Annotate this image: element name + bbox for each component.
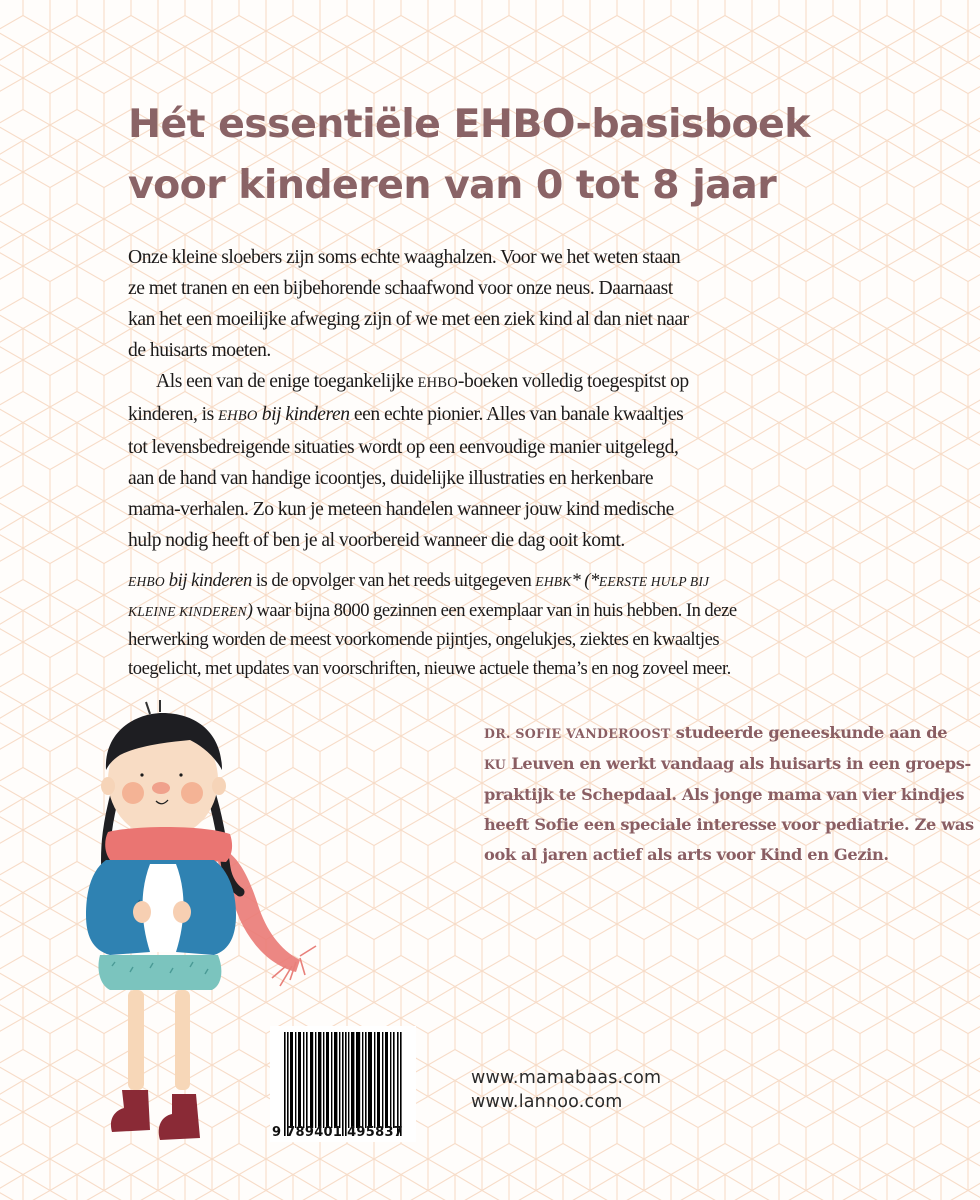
intro-p2-line: hulp nodig heeft of ben je al voorbereid wanneer die dag ooit komt. bbox=[128, 530, 625, 551]
headline-line-2: voor kinderen van 0 tot 8 jaar bbox=[128, 162, 777, 208]
text-run: Leuven en werkt vandaag als huisarts in een groeps- bbox=[506, 754, 971, 773]
publisher-websites bbox=[471, 1066, 661, 1114]
italic-run: ) bbox=[246, 599, 253, 621]
intro-p2-line: tot levensbedreigende situaties wordt op een eenvoudige manier uitgelegd, bbox=[128, 437, 679, 458]
isbn-number: 9 789401 495837 bbox=[272, 1125, 404, 1140]
intro-p2-line: mama-verhalen. Zo kun je meteen handelen wanneer jouw kind medische bbox=[128, 499, 674, 520]
intro-p1-line: ze met tranen en een bijbehorende schaafwond voor onze neus. Daarnaast bbox=[128, 278, 673, 299]
website-link-mamabaas[interactable]: www.mamabaas.com bbox=[471, 1068, 662, 1088]
small-caps-italic-run: KLEINE KINDEREN bbox=[128, 603, 247, 619]
small-caps-run: EHBO bbox=[417, 375, 458, 391]
intro-text bbox=[128, 242, 848, 556]
website-link-lannoo[interactable]: www.lannoo.com bbox=[471, 1092, 623, 1112]
small-caps-italic-run: EHBK bbox=[535, 574, 572, 589]
author-bio bbox=[484, 718, 974, 870]
text-run: waar bijna 8000 gezinnen een exemplaar van in huis hebben. In deze bbox=[252, 599, 737, 621]
headline bbox=[128, 94, 848, 216]
predecessor-line: toegelicht, met updates van voorschriften, nieuwe actuele thema’s en nog zoveel meer. bbox=[128, 657, 731, 679]
text-run: is de opvolger van het reeds uitgegeven bbox=[251, 570, 536, 591]
author-bio-line bbox=[484, 718, 948, 749]
small-caps-italic-run: EERSTE HULP BIJ bbox=[598, 574, 710, 589]
text-run: studeerde geneeskunde aan de bbox=[670, 723, 948, 742]
intro-p2-line bbox=[128, 366, 848, 399]
italic-run: * (* bbox=[571, 570, 599, 591]
book-title-italic: bij kinderen bbox=[257, 404, 350, 425]
intro-p1-line: kan het een moeilijke afweging zijn of we met een ziek kind al dan niet naar bbox=[128, 309, 689, 330]
intro-p2-line: aan de hand van handige icoontjes, duidelijke illustraties en herkenbare bbox=[128, 468, 654, 489]
author-bio-line: heeft Sofie een speciale interesse voor pediatrie. Ze was bbox=[484, 815, 974, 834]
headline-line-1: Hét essentiële EHBO-basisboek bbox=[128, 101, 810, 147]
author-bio-line bbox=[484, 749, 971, 780]
predecessor-line: herwerking worden de meest voorkomende pijntjes, ongelukjes, ziektes en kwaaltjes bbox=[128, 629, 720, 650]
predecessor-line bbox=[128, 597, 848, 627]
intro-p1-line: de huisarts moeten. bbox=[128, 340, 271, 361]
intro-p2-line bbox=[128, 399, 848, 432]
author-name: DR. SOFIE VANDEROOST bbox=[484, 726, 671, 741]
small-caps-run: KU bbox=[484, 757, 507, 772]
isbn-barcode bbox=[270, 1026, 416, 1142]
author-bio-line: praktijk te Schepdaal. Als jonge mama van vier kindjes bbox=[484, 785, 965, 804]
book-title-italic: bij kinderen bbox=[164, 570, 252, 591]
intro-p1-line: Onze kleine sloebers zijn soms echte waaghalzen. Voor we het weten staan bbox=[128, 247, 681, 268]
text-run: kinderen, is bbox=[128, 404, 219, 425]
text-run: -boeken volledig toegespitst op bbox=[457, 371, 689, 392]
text-run: Als een van de enige toegankelijke bbox=[156, 371, 418, 392]
small-caps-italic-run: EHBO bbox=[218, 408, 258, 424]
author-bio-line: ook al jaren actief als arts voor Kind en Gezin. bbox=[484, 845, 889, 864]
predecessor-line bbox=[128, 567, 848, 597]
small-caps-italic-run: EHBO bbox=[128, 574, 165, 589]
predecessor-paragraph bbox=[128, 567, 848, 683]
text-run: een echte pionier. Alles van banale kwaaltjes bbox=[349, 404, 684, 425]
